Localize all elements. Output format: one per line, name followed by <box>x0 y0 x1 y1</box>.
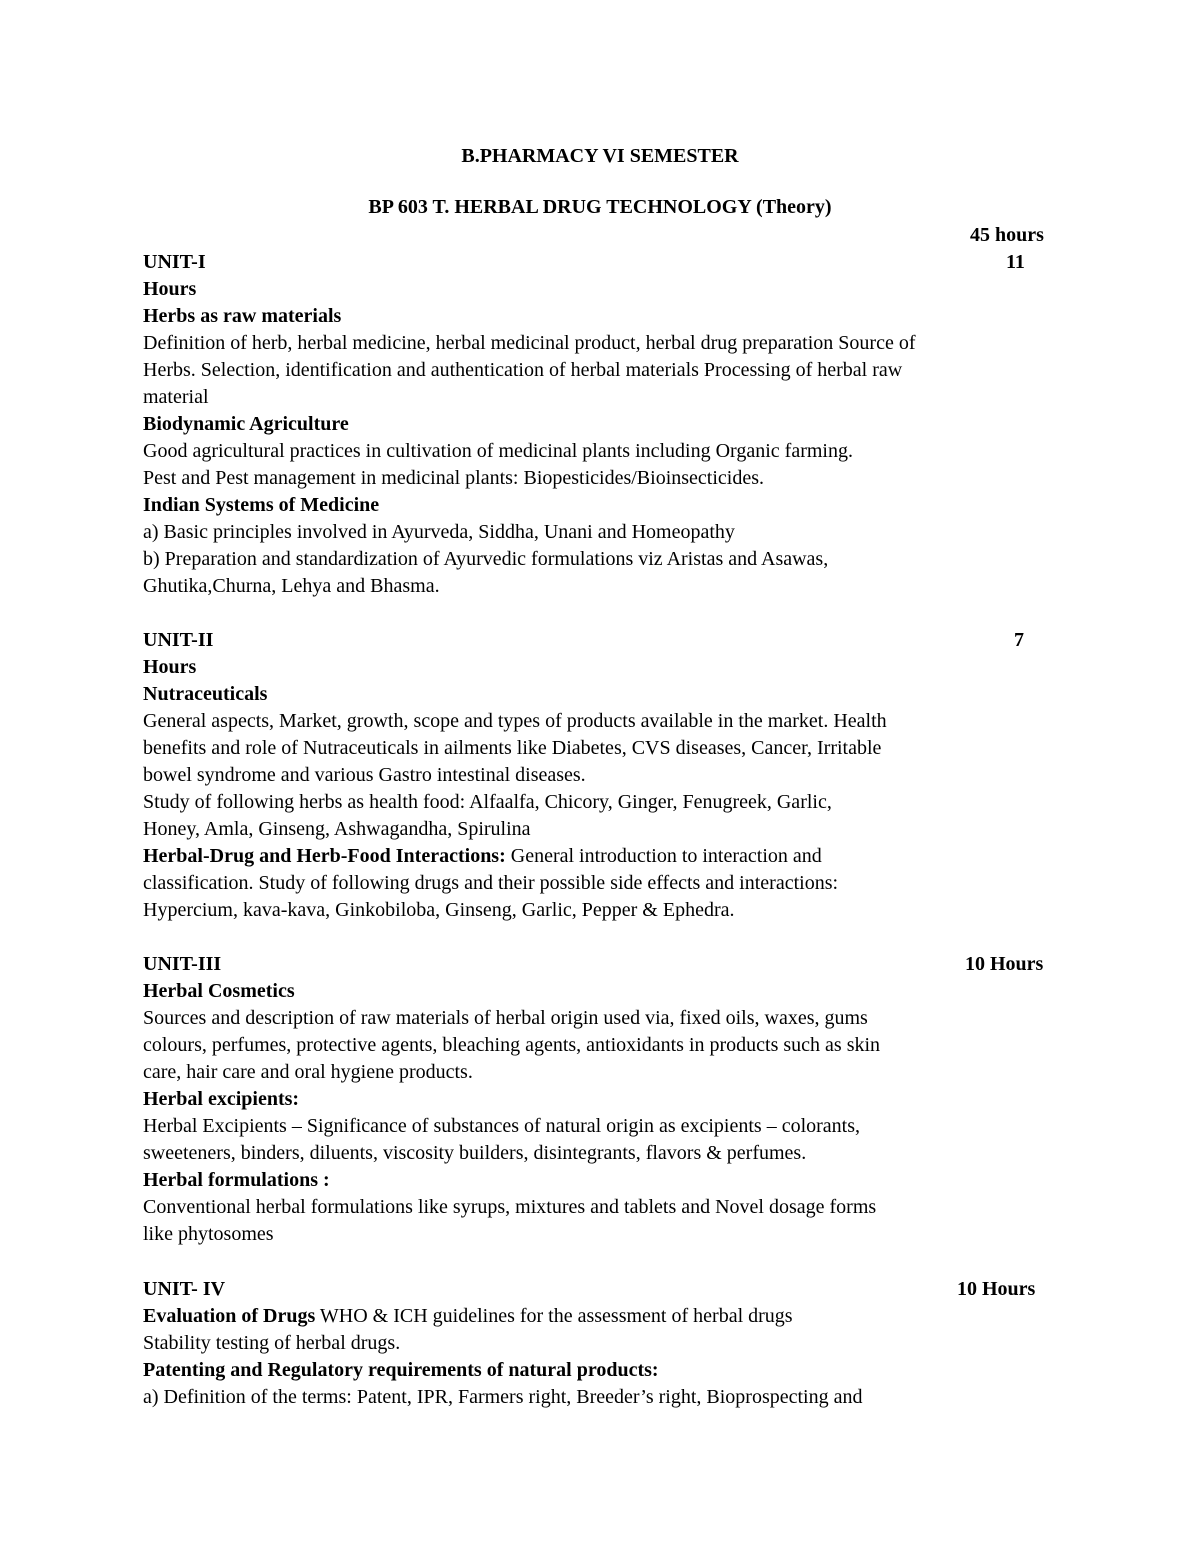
unit-1-header <box>143 249 1063 276</box>
unit-1-subheading-indian-systems: Indian Systems of Medicine <box>143 494 380 516</box>
unit-2-text-line: Honey, Amla, Ginseng, Ashwagandha, Spirulina <box>143 818 531 840</box>
unit-1-subheading-biodynamic: Biodynamic Agriculture <box>143 413 349 435</box>
unit-3-text-line: sweeteners, binders, diluents, viscosity builders, disintegrants, flavors & perfumes. <box>143 1142 807 1164</box>
unit-1-text-line: Good agricultural practices in cultivation of medicinal plants including Organic farming. <box>143 440 853 462</box>
unit-3-subheading-formulations: Herbal formulations : <box>143 1169 330 1191</box>
unit-1-hours: 11 <box>1006 251 1025 273</box>
unit-2-text-line: classification. Study of following drugs and their possible side effects and interactions: <box>143 872 839 894</box>
unit-2-text-line: Hypercium, kava-kava, Ginkobiloba, Ginseng, Garlic, Pepper & Ephedra. <box>143 899 735 921</box>
unit-2-text-line: General aspects, Market, growth, scope and types of products available in the market. Health <box>143 710 887 732</box>
unit-1-text-line: Ghutika,Churna, Lehya and Bhasma. <box>143 575 440 597</box>
unit-4-subheading-evaluation: Evaluation of Drugs <box>143 1305 316 1327</box>
unit-3-text-line: Sources and description of raw materials of herbal origin used via, fixed oils, waxes, gums <box>143 1007 868 1029</box>
unit-2-text-line: benefits and role of Nutraceuticals in ailments like Diabetes, CVS diseases, Cancer, Irritable <box>143 737 882 759</box>
unit-2-header <box>143 627 1063 654</box>
total-hours: 45 hours <box>970 224 1044 246</box>
unit-2-hours-word: Hours <box>143 656 197 678</box>
unit-1-text-line: material <box>143 386 209 408</box>
unit-1-text-line: b) Preparation and standardization of Ayurvedic formulations viz Aristas and Asawas, <box>143 548 829 570</box>
unit-1-section <box>143 249 1063 600</box>
unit-3-text-line: like phytosomes <box>143 1223 274 1245</box>
unit-4-section <box>143 1276 1063 1411</box>
unit-4-subheading-patenting: Patenting and Regulatory requirements of natural products: <box>143 1359 659 1381</box>
unit-2-subheading-nutraceuticals: Nutraceuticals <box>143 683 268 705</box>
unit-3-text-line: care, hair care and oral hygiene products. <box>143 1061 473 1083</box>
unit-2-section <box>143 627 1063 924</box>
unit-3-subheading-cosmetics: Herbal Cosmetics <box>143 980 295 1002</box>
unit-3-section <box>143 951 1063 1248</box>
unit-3-title: UNIT-III <box>143 953 222 975</box>
unit-2-interactions-line <box>143 843 1063 870</box>
unit-3-text-line: Conventional herbal formulations like syrups, mixtures and tablets and Novel dosage forms <box>143 1196 877 1218</box>
unit-2-subheading-interactions: Herbal-Drug and Herb-Food Interactions: <box>143 845 506 867</box>
unit-3-hours: 10 Hours <box>965 953 1044 975</box>
unit-2-interactions-text: General introduction to interaction and <box>505 845 822 867</box>
unit-1-text-line: a) Basic principles involved in Ayurveda, Siddha, Unani and Homeopathy <box>143 521 735 543</box>
unit-1-text-line: Pest and Pest management in medicinal plants: Biopesticides/Bioinsecticides. <box>143 467 764 489</box>
unit-4-text-line: Stability testing of herbal drugs. <box>143 1332 401 1354</box>
unit-1-subheading-herbs: Herbs as raw materials <box>143 305 342 327</box>
unit-3-header <box>143 951 1063 978</box>
unit-4-header <box>143 1276 1063 1303</box>
unit-4-hours: 10 Hours <box>957 1278 1036 1300</box>
unit-1-title: UNIT-I <box>143 251 206 273</box>
unit-3-subheading-excipients: Herbal excipients: <box>143 1088 300 1110</box>
unit-1-hours-word: Hours <box>143 278 197 300</box>
unit-4-text-line: a) Definition of the terms: Patent, IPR, Farmers right, Breeder’s right, Bioprospecting and <box>143 1386 863 1408</box>
unit-4-title: UNIT- IV <box>143 1278 226 1300</box>
unit-3-text-line: colours, perfumes, protective agents, bleaching agents, antioxidants in products such as skin <box>143 1034 881 1056</box>
unit-2-text-line: Study of following herbs as health food: Alfaalfa, Chicory, Ginger, Fenugreek, Garlic, <box>143 791 832 813</box>
unit-1-text-line: Herbs. Selection, identification and authentication of herbal materials Processing of herbal raw <box>143 359 903 381</box>
unit-2-text-line: bowel syndrome and various Gastro intestinal diseases. <box>143 764 586 786</box>
unit-2-hours: 7 <box>1014 629 1024 651</box>
course-title: BP 603 T. HERBAL DRUG TECHNOLOGY (Theory) <box>368 196 832 218</box>
unit-1-text-line: Definition of herb, herbal medicine, herbal medicinal product, herbal drug preparation Source of <box>143 332 916 354</box>
unit-4-evaluation-text: WHO & ICH guidelines for the assessment of herbal drugs <box>315 1305 793 1327</box>
unit-3-text-line: Herbal Excipients – Significance of substances of natural origin as excipients – colorants, <box>143 1115 861 1137</box>
unit-2-title: UNIT-II <box>143 629 214 651</box>
program-title: B.PHARMACY VI SEMESTER <box>461 145 739 167</box>
unit-4-evaluation-line <box>143 1303 1063 1330</box>
